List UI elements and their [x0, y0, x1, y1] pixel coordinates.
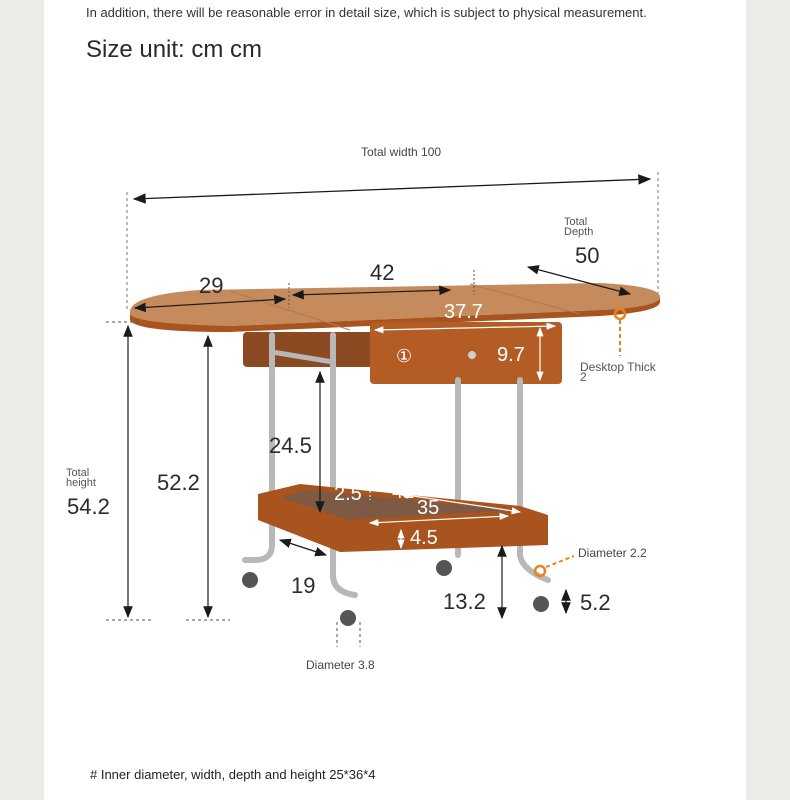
tray-rim-value: 2.5 [334, 483, 362, 505]
drawer-marker: ① [396, 346, 413, 366]
shelf-gap-value: 24.5 [269, 433, 312, 458]
tray-outer-width-value: 41 [392, 481, 415, 503]
measurement-disclaimer: In addition, there will be reasonable error in detail size, which is subject to physical measurement. [86, 5, 647, 20]
tray-clearance-value: 13.2 [443, 589, 486, 614]
drawer-width-value: 37.7 [444, 301, 483, 323]
wheel-diameter-label: Diameter 3.8 [306, 658, 375, 672]
center-width-value: 42 [370, 260, 395, 285]
tray-depth-value: 4.5 [410, 527, 438, 549]
total-height-label-1: Total [66, 467, 90, 479]
inner-dimensions-note: # Inner diameter, width, depth and height 25*36*4 [90, 767, 376, 782]
leaf-width-value: 29 [199, 273, 224, 298]
tray-inner-width-value: 35 [417, 497, 440, 519]
desktop-thick-label: Desktop Thick [580, 360, 656, 374]
total-depth-value: 50 [575, 243, 600, 268]
desktop-thick-value: 2 [580, 370, 587, 384]
total-height-value: 54.2 [67, 494, 110, 519]
total-depth-label-1: Total [564, 216, 588, 228]
caster-height-value: 5.2 [580, 590, 611, 615]
tube-diameter-label: Diameter 2.2 [578, 546, 647, 560]
total-width-label: Total width 100 [361, 145, 442, 159]
drawer-height-value: 9.7 [497, 344, 525, 366]
total-width-arrow [134, 179, 650, 199]
size-unit-heading: Size unit: cm cm [86, 36, 263, 63]
top-height-value: 52.2 [157, 470, 200, 495]
leg-span-value: 19 [291, 573, 316, 598]
total-depth-label-2: Depth [564, 226, 594, 238]
total-height-label-2: height [66, 477, 96, 489]
